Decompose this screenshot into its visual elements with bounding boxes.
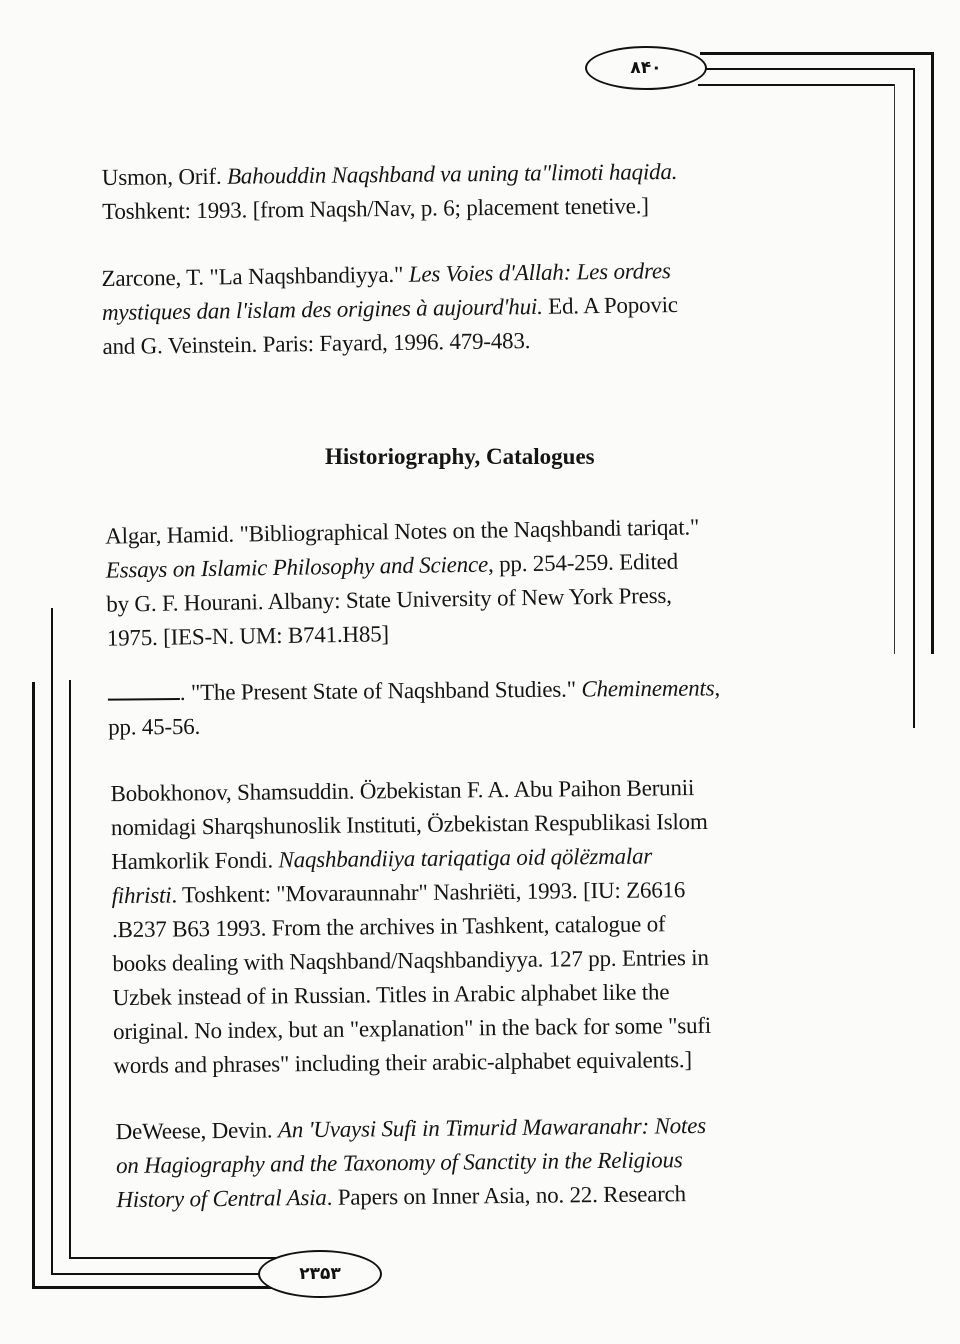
entry-line: . "The Present State of Naqshband Studies." Cheminements, bbox=[108, 671, 720, 710]
entry-line: Zarcone, T. "La Naqshbandiyya." Les Voies d'Allah: Les ordres bbox=[101, 258, 671, 292]
entry-line: and G. Veinstein. Paris: Fayard, 1996. 479-483. bbox=[102, 328, 531, 360]
entry-line: Uzbek instead of in Russian. Titles in Arabic alphabet like the bbox=[112, 979, 670, 1011]
entry-line: by G. F. Hourani. Albany: State University of New York Press, bbox=[106, 582, 672, 617]
bib-entry-algar bbox=[105, 510, 701, 655]
bib-entry-zarcone bbox=[101, 254, 678, 364]
entry-line: Bobokhonov, Shamsuddin. Özbekistan F. A. Abu Paihon Berunii bbox=[110, 775, 695, 807]
entry-line: on Hagiography and the Taxonomy of Sanctity in the Religious bbox=[115, 1147, 683, 1179]
entry-line: Algar, Hamid. "Bibliographical Notes on the Naqshbandi tariqat." bbox=[105, 514, 700, 549]
entry-line: pp. 45-56. bbox=[108, 713, 201, 740]
top-page-number: ۸۴۰ bbox=[630, 58, 662, 78]
entry-line: mystiques dan l'islam des origines à aujourd'hui. Ed. A Popovic bbox=[101, 291, 679, 326]
entry-line: nomidagi Sharqshunoslik Instituti, Özbekistan Respublikasi Islom bbox=[110, 808, 708, 841]
bib-entry-bobokhonov bbox=[110, 771, 711, 1083]
entry-line: books dealing with Naqshband/Naqshbandiyya. 127 pp. Entries in bbox=[112, 944, 709, 977]
bottom-page-number: ۲۳۵۳ bbox=[299, 1264, 341, 1284]
entry-line: History of Central Asia. Papers on Inner Asia, no. 22. Research bbox=[116, 1181, 687, 1213]
entry-line: fihristi. Toshkent: "Movaraunnahr" Nashriëti, 1993. [IU: Z6616 bbox=[111, 877, 686, 909]
bottom-page-number-oval bbox=[258, 1250, 382, 1298]
entry-line: words and phrases" including their arabic-alphabet equivalents.] bbox=[113, 1047, 692, 1079]
entry-line: Toshkent: 1993. [from Naqsh/Nav, p. 6; placement tenetive.] bbox=[102, 193, 649, 225]
repeat-author-dash bbox=[108, 676, 180, 701]
entry-line: original. No index, but an "explanation" in the back for some "sufi bbox=[112, 1012, 712, 1045]
top-page-number-oval bbox=[585, 46, 707, 90]
bib-entry-algar-present-state bbox=[108, 671, 721, 744]
bib-entry-deweese bbox=[115, 1109, 706, 1217]
entry-line: Hamkorlik Fondi. Naqshbandiiya tariqatiga oid qölëzmalar bbox=[111, 843, 653, 875]
entry-line: 1975. [IES-N. UM: B741.H85] bbox=[106, 621, 390, 651]
bib-entry-usmon bbox=[102, 155, 678, 229]
entry-line: .B237 B63 1993. From the archives in Tashkent, catalogue of bbox=[111, 911, 666, 943]
entry-line: Usmon, Orif. Bahouddin Naqshband va uning ta"limoti haqida. bbox=[101, 158, 678, 191]
entry-line: DeWeese, Devin. An 'Uvaysi Sufi in Timurid Mawaranahr: Notes bbox=[115, 1112, 707, 1145]
entry-line: Essays on Islamic Philosophy and Science, pp. 254-259. Edited bbox=[105, 548, 679, 583]
section-heading: Historiography, Catalogues bbox=[325, 444, 595, 469]
